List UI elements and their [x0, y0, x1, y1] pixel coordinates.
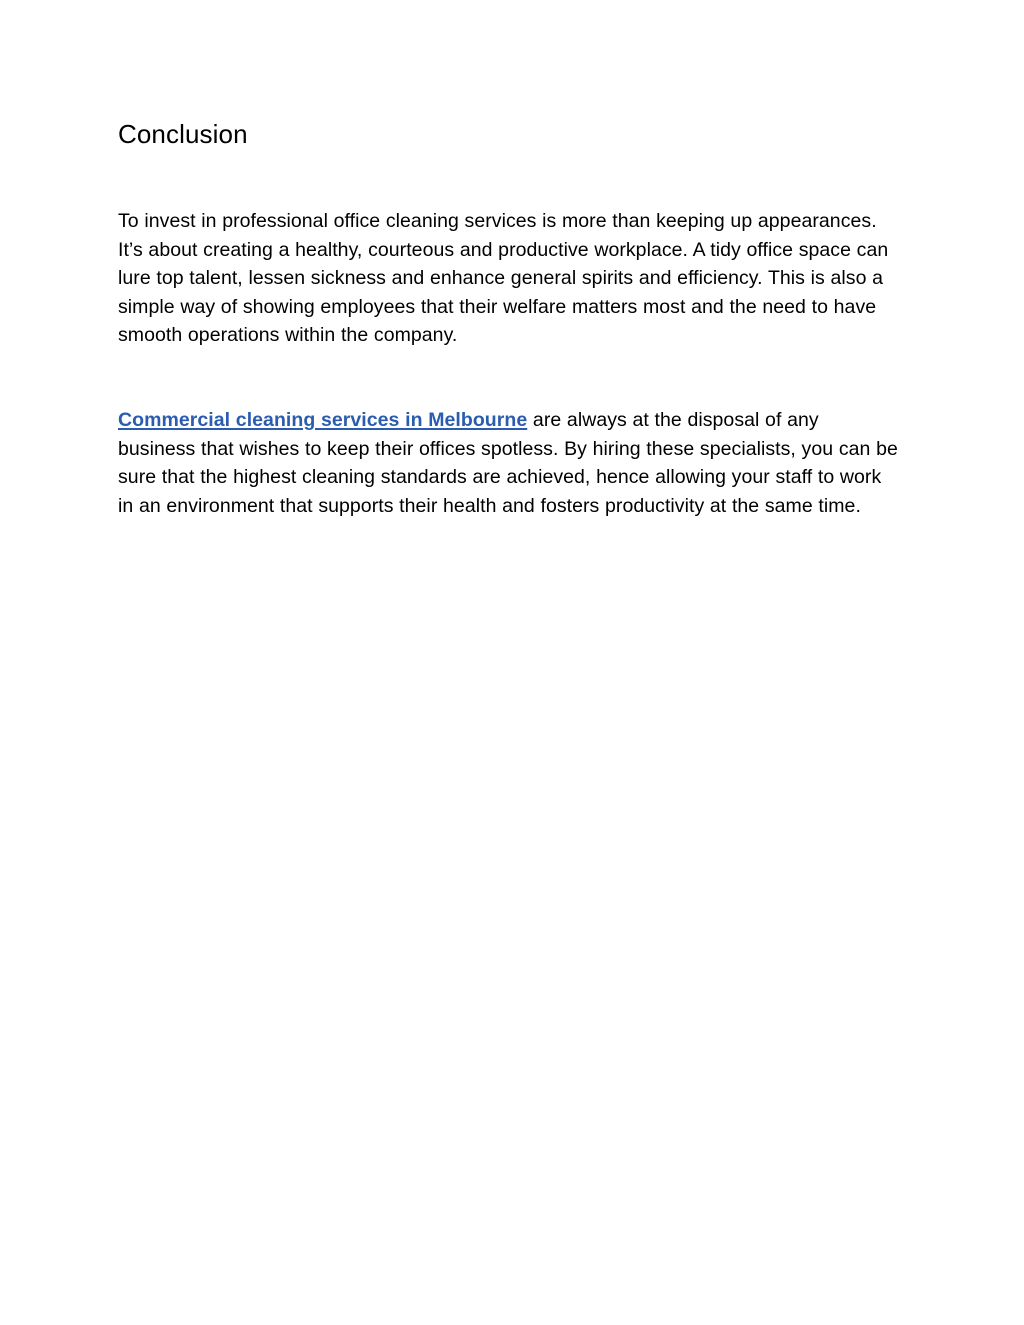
document-content — [118, 118, 898, 520]
paragraph-intro: To invest in professional office cleaning services is more than keeping up appearances. It’s about creating a healthy, courteous and productive workplace. A tidy office space can lure top talent, lessen sickness and enhance general spirits and efficiency. This is also a simple way of showing employees that their welfare matters most and the need to have smooth operations within the company. — [118, 210, 889, 347]
page-title: Conclusion — [118, 119, 248, 149]
paragraph-closing-text: are always at the disposal of any business that wishes to keep their offices spotless. By hiring these specialists, you can be sure that the highest cleaning standards are achieved, hence allowing your staff to work in an environment that supports their health and fosters productivity at the same time. — [118, 408, 898, 517]
paragraph-spacer — [118, 350, 898, 406]
paragraph-closing — [118, 406, 898, 520]
commercial-cleaning-melbourne-link[interactable]: Commercial cleaning services in Melbourne — [118, 408, 528, 431]
heading-spacer — [118, 150, 898, 207]
